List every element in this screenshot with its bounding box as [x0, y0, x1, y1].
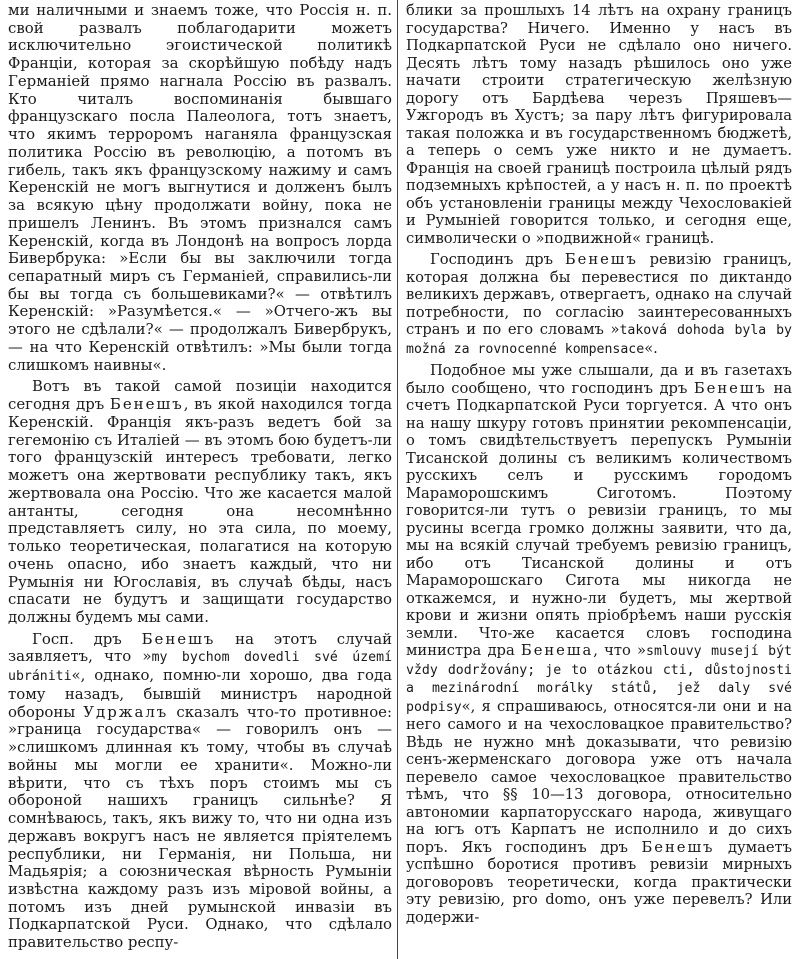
left-paragraph-1	[8, 2, 392, 374]
right-p3b-czech-quote: smlouvy musejí být vždy dodržovány; je to otázkou cti, důstojnosti a mezinárodní morálky států, jež daly své podpisy	[406, 644, 793, 715]
right-p3c-after: думаетъ успѣшно боротися противъ ревизіи мирныхъ договоровъ теоретически, когда практически эту ревизію, pro domo, онъ уже перевелъ? Или додержи-	[406, 838, 792, 926]
right-paragraph-1	[406, 2, 792, 247]
column-divider	[397, 0, 398, 959]
left-p3-czech-quote: my bychom dovedli své území ubrániti	[8, 650, 393, 685]
right-p1-text: блики за прошлыхъ 14 лѣтъ на охрану границъ государства? Ничего. Именно у насъ въ Подкарпатской Руси не сдѣлало оно ничего. Десять лѣтъ тому назадъ рѣшилось оно уже начати строити стратегическую желѣзную дорогу отъ Бардѣева черезъ Пряшевъ—Ужгородъ въ Хустъ; за пару лѣтъ фигурировала такая положка и въ государственномъ бюджетѣ, а теперь о семъ уже никто и не думаетъ. Франція на своей границѣ построила цѣлый рядъ подземныхъ крѣпостей, а у насъ н. п. по проектѣ объ установленіи границы между Чехословакіей и Румыніей говорится только, и сегодня еще, символически о »подвижной« границѣ.	[406, 2, 792, 247]
right-p3-before: Подобное мы уже слышали, да и въ газетахъ было сообщено, что господинъ дръ	[406, 362, 792, 397]
left-p3-name2: Удржалъ	[83, 702, 169, 721]
right-paragraph-2	[406, 251, 792, 358]
right-p3c-name: Бенешъ	[641, 838, 715, 856]
right-p2-mid: ревизію границъ, которая должна бы перевестися по диктандо великихъ державъ, отвергаетъ, однако на случай потребности, по согласію заинтересованныхъ странъ и по его словамъ »	[406, 251, 792, 338]
right-p2-czech-quote: taková dohoda byla by možná za rovnocenné kompensace	[406, 323, 792, 357]
left-column	[8, 2, 392, 952]
left-p3-name: Бенешъ	[141, 629, 216, 648]
left-p2-name: Бенешъ	[109, 395, 184, 414]
left-p2-before: Вотъ въ такой самой позиціи находится сегодня дръ	[8, 377, 392, 414]
right-p2-name: Бенешъ	[564, 251, 638, 268]
left-paragraph-3	[8, 631, 392, 952]
right-column	[406, 2, 792, 926]
right-p3-name: Бенешъ	[693, 379, 767, 397]
left-p3-after: сказалъ что-то противное: »граница государства« — говорилъ онъ — »слишкомъ длинная къ тому, чтобы въ случаѣ войны мы могли ее хранити«. Можно-ли вѣрити, что съ тѣхъ поръ стоимъ мы съ обороной нашихъ границъ сильнѣе? Я сомнѣваюсь, такъ, якъ вижу то, что ни одна изъ державъ вокругъ насъ не является пріятелемъ республики, ни Германія, ни Польша, ни Мадьярія; а союзническая вѣрность Румыніи извѣстна каждому разъ изъ міровой войны, а потомъ изъ дней румынской инвазіи въ Подкарпатской Руси. Однако, что сдѣлало правительство респу-	[8, 702, 393, 952]
right-p3-after: на счетъ Подкарпатской Руси торгуется. А что онъ на нашу шкуру готовъ принятии рекомпенсаціи, о томъ свидѣтельствуетъ перепускъ Румыніи Тисанской долины съ великимъ количествомъ русскихъ селъ и русскимъ городомъ Мараморошскимъ Сиготомъ. Поэтому говорится-ли тутъ о ревизіи границъ, то мы русины всегда громко должны заявити, что да, мы на всякій случай требуемъ ревизію границъ, ибо отъ Тисанской долины и отъ Мараморошскаго Сигота мы никогда не откажемся, и нужно-ли будетъ, мы жертвой крови и жизни опять пріобрѣемъ наши русскія земли. Что-же касается словъ господина министра дра	[406, 379, 792, 659]
left-p1-text: ми наличными и знаемъ тоже, что Россія н. п. свой развалъ поблагодарити можетъ исключительно эгоистической политикѣ Франціи, которая за скорѣйшую побѣду надъ Германіей прямо нагнала Россію въ развалъ. Кто читалъ воспоминанія бывшаго французскаго посла Палеолога, тотъ знаетъ, что якимъ терроромъ наганяла французская политика Россію въ революцію, а потомъ въ гибель, такъ якъ французскому нажиму и самъ Керенскій не могъ выгнутися и долженъ былъ за всякую цѣну продолжати войну, пока не пришелъ Ленинъ. Въ этомъ признался самъ Керенскій, когда въ Лондонѣ на вопросъ лорда Бивербрука: »Если бы вы заключили тогда сепаратный миръ съ Германіей, справились-ли бы вы тогда съ большевиками?« — отвѣтилъ Керенскій: »Разумѣется.« — »Отчего-жъ вы этого не сдѣлали?« — продолжалъ Бивербрукъ, — на что Керенскій отвѣтилъ: »Мы были тогда слишкомъ наивны«.	[8, 1, 392, 374]
left-p3-mid1: на этотъ случай заявляетъ, что »	[8, 629, 393, 666]
left-p3-mid2: «, однако, помню-ли хорошо, два года тому назадъ, бывшій министръ народной обороны	[8, 666, 392, 721]
right-p3b-after: «, я спрашиваюсь, относятся-ли они и на него самого и на чехословацкое правительство? Вѣдь не нужно мнѣ доказывати, что ревизію сенъ-жерменскаго договора уже отъ начала перевело самое чехословацкое правительство тѣмъ, что §§ 10—13 договора, относительно автономии карпаторусскаго народа, живущаго на югъ отъ Карпатъ не исполнило и до сихъ поръ. Якъ господинъ дръ	[406, 697, 792, 856]
left-p3-before: Госп. дръ	[32, 629, 142, 648]
right-p2-before: Господинъ дръ	[430, 251, 565, 268]
right-p3b-name: Бенеша	[520, 642, 594, 659]
right-paragraph-3	[406, 362, 792, 926]
left-paragraph-2	[8, 378, 392, 626]
left-p2-after: , въ якой находился тогда Керенскій. Франція якъ-разъ ведетъ бой за гегемонію съ Италіей — въ этомъ бою будетъ-ли того французскій интересъ требовати, легко можетъ она жертвовати республику такъ, якъ жертвовала она Россію. Что же касается малой антанты, сегодня она несомнѣнно представляетъ силу, но эта сила, по моему, только теоретическая, полагатися на которую очень опасно, ибо знаетъ каждый, что ни Румынія ни Югославія, въ случаѣ бѣды, насъ спасати не будутъ и защищати государство должны будемъ мы сами.	[8, 395, 392, 626]
right-p2-after: «.	[644, 339, 658, 357]
right-p3b-mid: , что »	[593, 642, 647, 659]
